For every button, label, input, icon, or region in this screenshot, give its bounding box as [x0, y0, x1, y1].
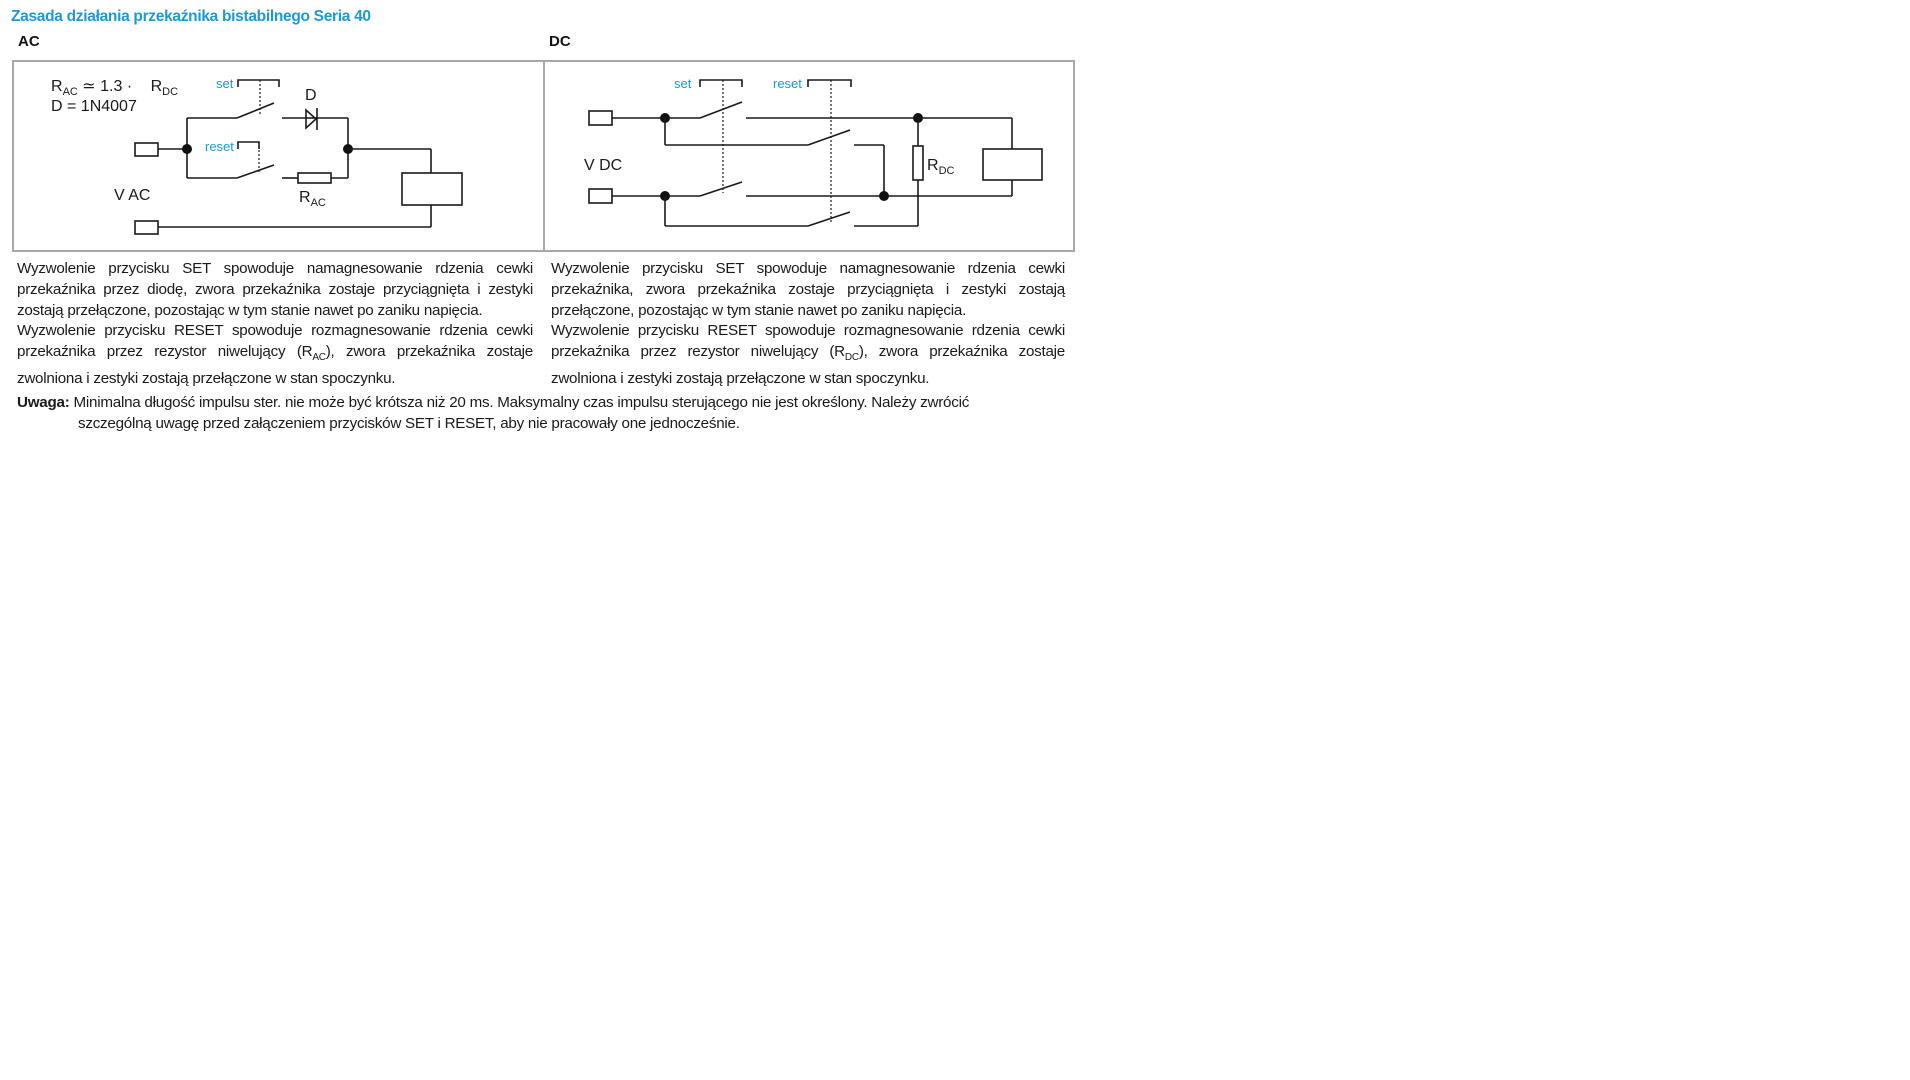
ac-formula: $R_{AC}$ ≃ 1.3 · $R_{DC}$ — [51, 78, 179, 98]
ac-set-button — [238, 80, 279, 87]
ac-node-left — [182, 144, 192, 154]
dc-label-resistor: $R_{DC}$ — [927, 157, 955, 177]
ac-terminal-bottom — [135, 221, 158, 234]
ac-relay-coil — [402, 173, 462, 205]
dc-reset-switch-top — [808, 130, 850, 145]
note — [17, 393, 1032, 435]
circuit-diagrams — [0, 0, 1910, 260]
note-label: Uwaga: — [17, 394, 70, 411]
dc-description-set: Wyzwolenie przycisku SET spowoduje namagnesowanie rdzenia cewki przekaźnika, zwora przekaźnika zostaje przyciągnięta i zestyki zostają przełączone, pozostając w tym stanie nawet po zaniku napięcia. — [551, 260, 1065, 319]
page-title: Zasada działania przekaźnika bistabilnego Seria 40 — [11, 8, 371, 25]
dc-terminal-bottom — [589, 189, 612, 203]
ac-circuit — [51, 76, 462, 234]
ac-description — [17, 259, 533, 390]
ac-label-diode: D — [305, 87, 317, 104]
dc-label-vdc: V DC — [584, 157, 623, 174]
note-line-2: szczególną uwagę przed załączeniem przycisków SET i RESET, aby nie pracowały one jednocześnie. — [78, 414, 740, 432]
dc-set-switch-top — [700, 102, 742, 118]
ac-heading: AC — [18, 33, 40, 50]
dc-label-reset: reset — [773, 76, 802, 91]
ac-label-vac: V AC — [114, 187, 151, 204]
dc-reset-button — [808, 80, 851, 87]
dc-description — [551, 259, 1065, 390]
dc-resistor — [913, 146, 923, 180]
ac-label-reset: reset — [205, 139, 234, 154]
dc-relay-coil — [983, 149, 1042, 180]
dc-circuit — [584, 76, 1042, 226]
ac-description-reset: Wyzwolenie przycisku RESET spowoduje rozmagnesowanie rdzenia cewki przekaźnika przez rezystor niwelujący $(R_{AC})$, zwora przekaźnika zostaje zwolniona i zestyki zostają przełączone w stan spoczynku. — [17, 322, 533, 388]
ac-diode-type: D = 1N4007 — [51, 98, 137, 115]
dc-set-switch-bottom — [700, 182, 742, 196]
ac-set-switch — [237, 103, 274, 118]
ac-reset-button — [238, 142, 259, 149]
ac-resistor — [298, 173, 331, 183]
dc-label-set: set — [674, 76, 692, 91]
ac-diode — [306, 110, 316, 128]
dc-set-button — [700, 80, 742, 87]
ac-label-resistor: $R_{AC}$ — [299, 189, 326, 209]
ac-reset-switch — [237, 165, 274, 178]
dc-reset-switch-bottom — [808, 212, 850, 226]
dc-heading: DC — [549, 33, 571, 50]
ac-description-set: Wyzwolenie przycisku SET spowoduje namagnesowanie rdzenia cewki przekaźnika przez diodę, zwora przekaźnika zostaje przyciągnięta i zestyki zostają przełączone, pozostając w tym stanie nawet po zaniku napięcia. — [17, 260, 533, 319]
ac-terminal-top — [135, 143, 158, 156]
dc-terminal-top — [589, 111, 612, 125]
ac-label-set: set — [216, 76, 234, 91]
note-line-1: Minimalna długość impulsu ster. nie może być krótsza niż 20 ms. Maksymalny czas impulsu sterującego nie jest określony. Należy zwrócić — [73, 394, 970, 411]
dc-description-reset: Wyzwolenie przycisku RESET spowoduje rozmagnesowanie rdzenia cewki przekaźnika przez rezystor niwelujący $(R_{DC})$, zwora przekaźnika zostaje zwolniona i zestyki zostają przełączone w stan spoczynku. — [551, 322, 1066, 388]
dc-node-bottom-mid — [879, 191, 889, 201]
